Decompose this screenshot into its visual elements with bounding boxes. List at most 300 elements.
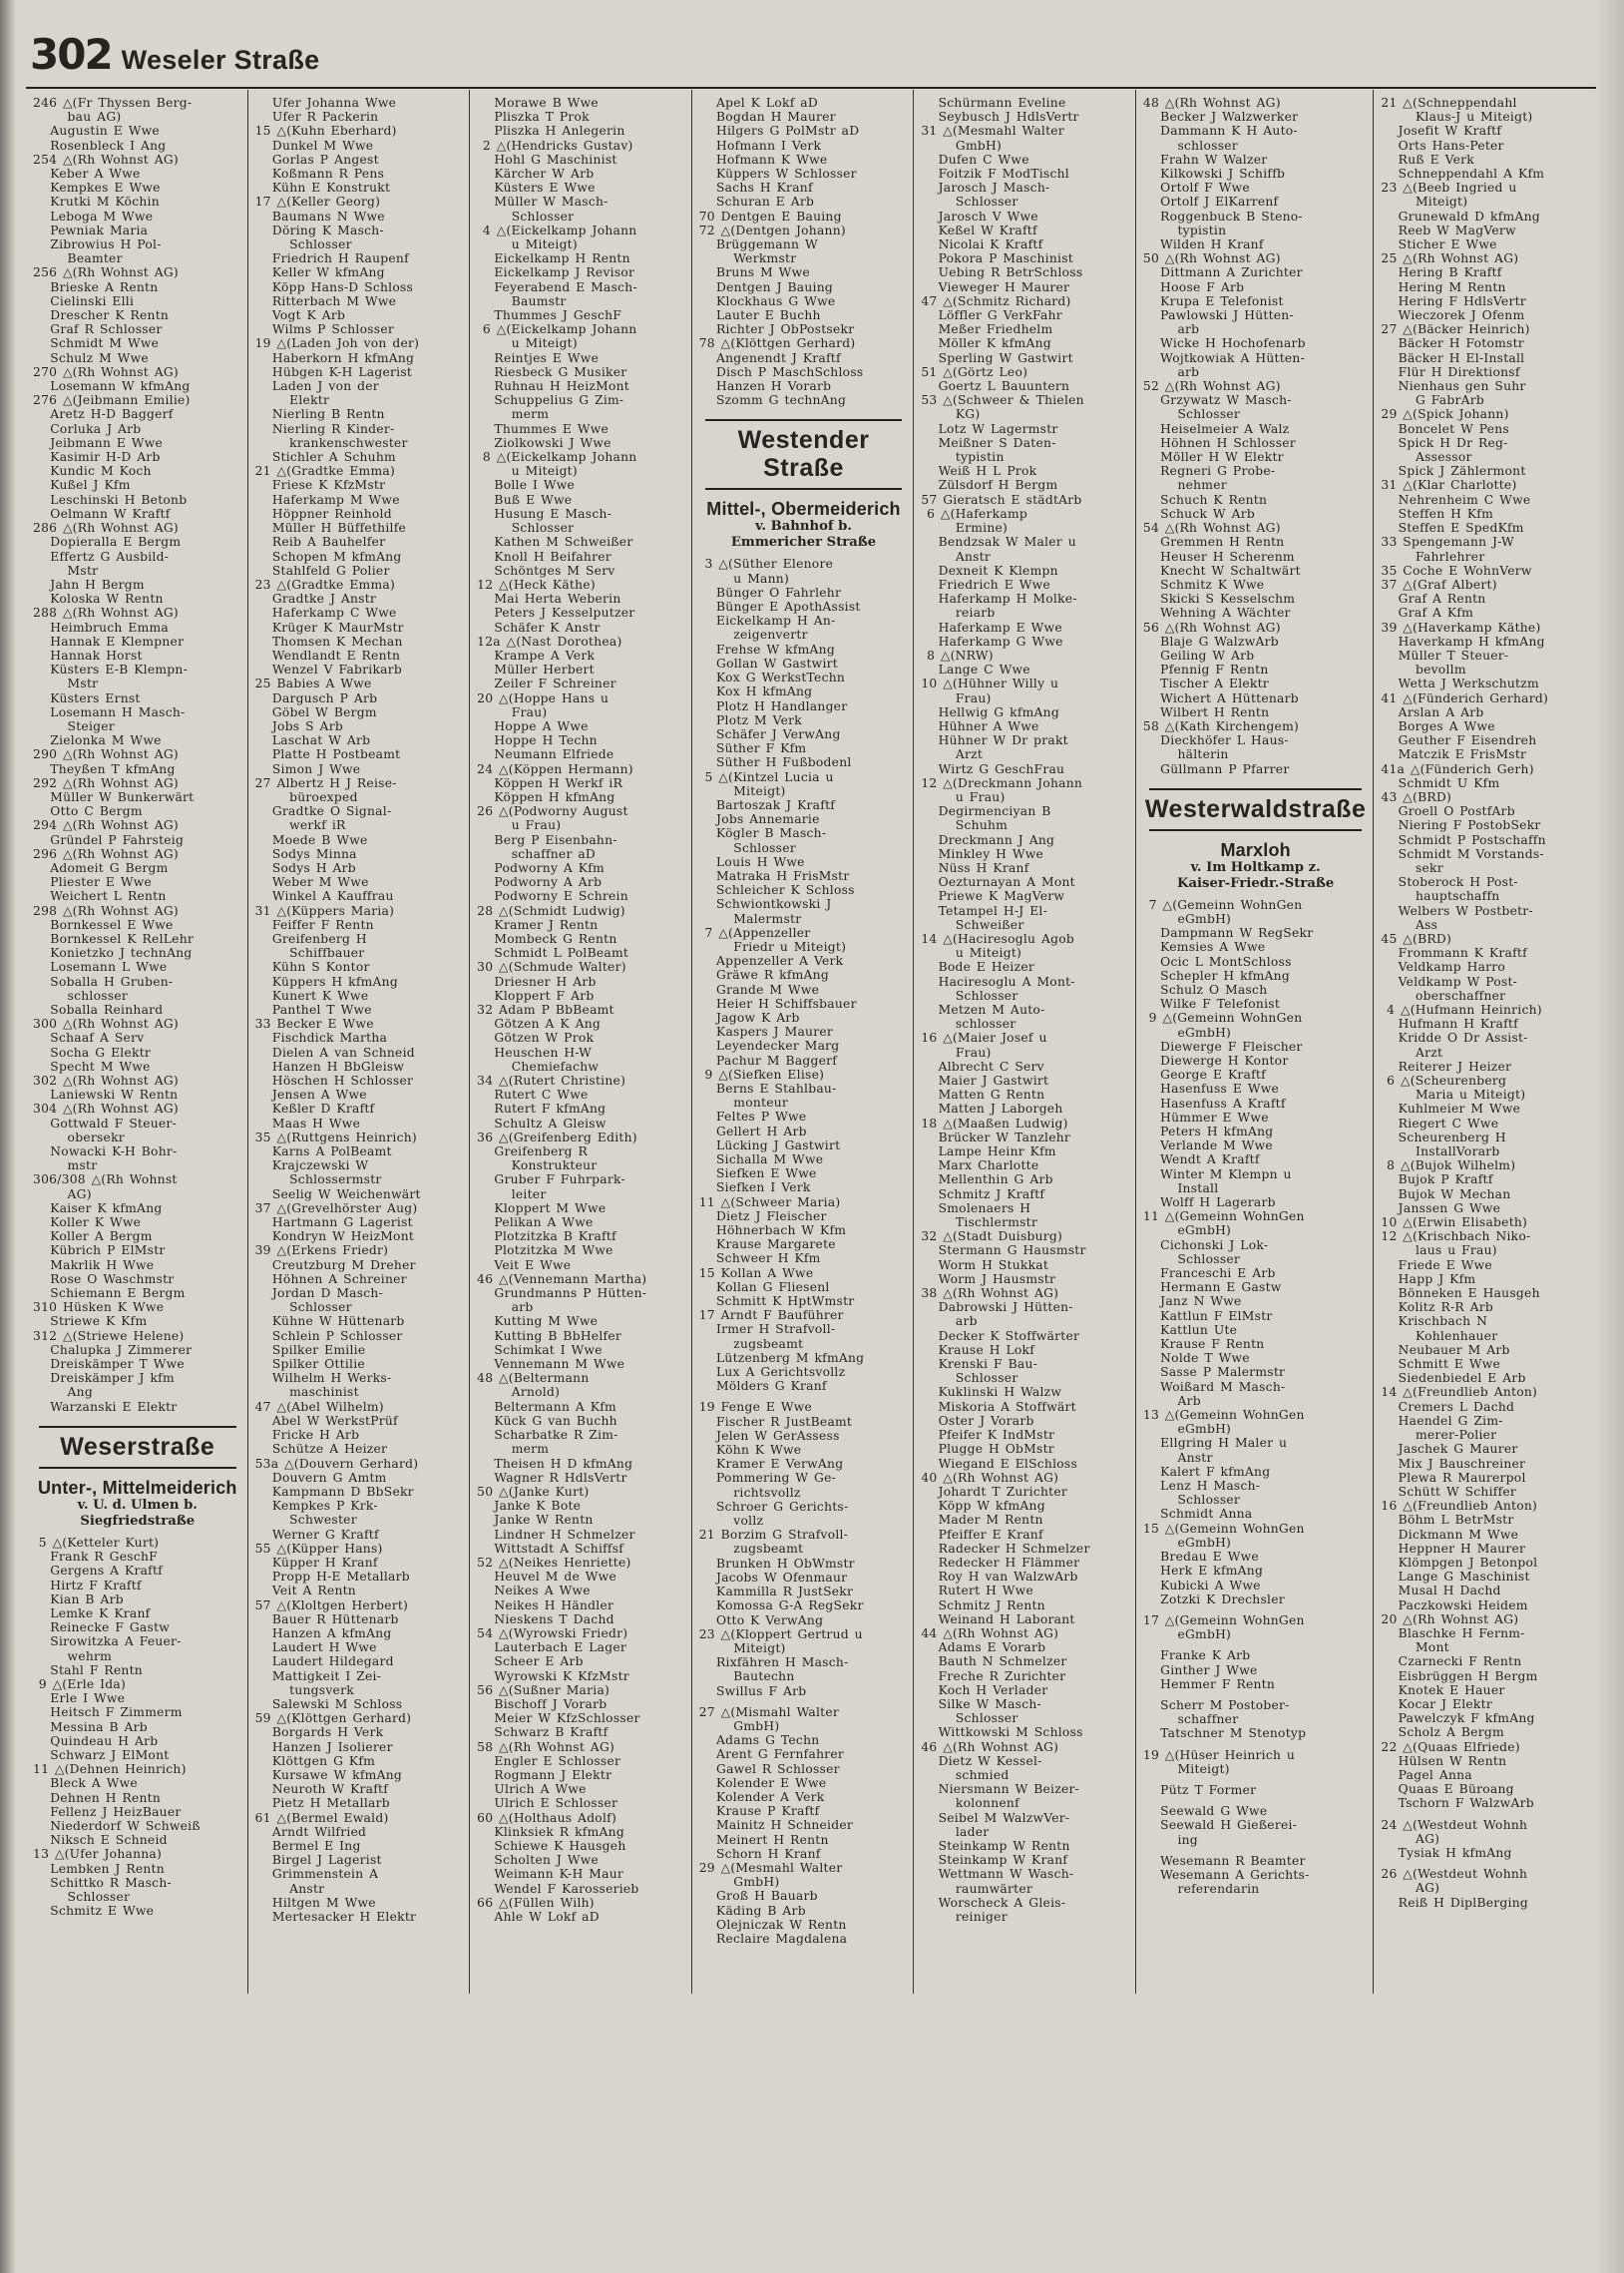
directory-entry-line: Smolenaers H <box>921 1200 1031 1215</box>
directory-entry-line: Hanzen J Isolierer <box>254 1739 393 1754</box>
directory-entry-line: Janke W Rentn <box>477 1513 594 1528</box>
directory-entry-line: Reiterer J Heizer <box>1381 1059 1512 1074</box>
directory-entry-line: Reib A Bauhelfer <box>254 535 386 550</box>
directory-entry-line: Malermstr <box>698 911 802 926</box>
directory-entry-line: referendarin <box>1142 1882 1260 1897</box>
directory-entry-line: 37 △(Grevelhörster Aug) <box>254 1200 418 1215</box>
directory-entry-line: Höppner Reinhold <box>254 506 392 521</box>
directory-entry-line: Warzanski E Elektr <box>33 1399 178 1414</box>
directory-entry-line: Köppen H kfmAng <box>477 789 615 804</box>
directory-entry-line: Stoberock H Post- <box>1381 875 1518 890</box>
directory-entry-line: 31 △(Mesmahl Walter <box>921 124 1064 139</box>
directory-entry-line: Mellenthin G Arb <box>921 1172 1053 1187</box>
directory-entry-line: Diewerge H Kontor <box>1142 1053 1289 1068</box>
directory-entry-line: Jensen A Wwe <box>254 1088 367 1103</box>
directory-entry-line: Grande M Wwe <box>698 982 820 997</box>
directory-entry-line: Rutert F kfmAng <box>477 1102 607 1117</box>
directory-entry-line: Cielinski Elli <box>33 293 135 308</box>
directory-entry-line: Meinert H Rentn <box>698 1832 829 1847</box>
directory-entry-line: 22 △(Quaas Elfriede) <box>1381 1739 1520 1754</box>
directory-entry-line: Bauth N Schmelzer <box>921 1654 1067 1669</box>
directory-entry-line: Ufer Johanna Wwe <box>254 96 397 110</box>
directory-entry-line: Kammilla R JustSekr <box>698 1585 854 1599</box>
directory-entry-line: Krause F Rentn <box>1142 1337 1265 1352</box>
directory-entry-line: 58 △(Kath Kirchengem) <box>1142 718 1300 733</box>
directory-entry-line: Schimkat I Wwe <box>477 1342 603 1357</box>
directory-entry-line: Czarnecki F Rentn <box>1381 1654 1522 1669</box>
directory-entry-line: Bautechn <box>698 1669 795 1684</box>
directory-entry-line: Dentgen J Bauing <box>698 279 834 294</box>
directory-entry-line: Dickmann M Wwe <box>1381 1527 1519 1542</box>
directory-entry-line: Hiltgen M Wwe <box>254 1895 376 1910</box>
directory-entry-line: Schleicher K Schloss <box>698 883 855 898</box>
directory-entry-line: Arndt Wilfried <box>254 1824 367 1839</box>
directory-entry-line: Niksch E Schneid <box>33 1833 168 1848</box>
directory-entry-line: Hümmer E Wwe <box>1142 1110 1269 1125</box>
directory-entry-line: eGmbH) <box>1142 1223 1232 1238</box>
directory-entry-line: Müller H Büffethilfe <box>254 521 407 536</box>
directory-entry-line: Kühn E Konstrukt <box>254 181 391 196</box>
directory-entry-line: AG) <box>1381 1881 1440 1896</box>
directory-entry-line: 296 △(Rh Wohnst AG) <box>33 846 179 861</box>
directory-entry-line: Wetta J Werkschutzm <box>1381 677 1539 691</box>
directory-entry-line: Ang <box>33 1385 93 1400</box>
entry-gap <box>1381 1860 1591 1867</box>
directory-entry-line: Kärcher W Arb <box>477 167 595 182</box>
directory-entry-line: 14 △(Freundlieb Anton) <box>1381 1385 1538 1400</box>
directory-entry-line: Müller W Masch- <box>477 195 609 210</box>
directory-entry-line: Krischbach N <box>1381 1314 1488 1329</box>
directory-entry-line: Hering B Kraftf <box>1381 265 1502 280</box>
directory-entry-line: Spick H Dr Reg- <box>1381 435 1508 450</box>
directory-entry-line: 4 △(Eickelkamp Johann <box>477 223 637 237</box>
directory-column <box>248 90 471 1994</box>
directory-entry-line: Krause Margarete <box>698 1237 836 1252</box>
page-header <box>30 30 320 79</box>
directory-entry-line: 5 △(Kintzel Lucia u <box>698 769 834 784</box>
directory-entry-line: 300 △(Rh Wohnst AG) <box>33 1017 179 1032</box>
directory-entry-line: Platte H Postbeamt <box>254 747 401 762</box>
directory-entry-line: Abel W WerkstPrüf <box>254 1413 398 1428</box>
directory-entry-line: Weichert L Rentn <box>33 889 167 904</box>
directory-entry-line: Janke K Bote <box>477 1499 582 1514</box>
directory-entry-line: 9 △(Gemeinn WohnGen <box>1142 1011 1303 1026</box>
directory-entry-line: Rosenbleck I Ang <box>33 138 167 153</box>
directory-entry-line: Kocar J Elektr <box>1381 1696 1492 1711</box>
directory-entry-line: Flür H Direktionsf <box>1381 364 1520 379</box>
directory-entry-line: Konietzko J technAng <box>33 946 193 961</box>
directory-entry-line: Pliester E Wwe <box>33 875 153 890</box>
directory-entry-line: Käding B Arb <box>698 1903 806 1918</box>
directory-entry-line: Knecht W Schaltwärt <box>1142 563 1301 578</box>
directory-entry-line: Lenz H Masch- <box>1142 1479 1261 1494</box>
directory-entry-line: Seewald G Wwe <box>1142 1804 1268 1819</box>
directory-entry-line: Kolender A Verk <box>698 1789 825 1804</box>
directory-entry-line: Priewe K MagVerw <box>921 889 1065 904</box>
directory-entry-line: Arslan A Arb <box>1381 704 1484 719</box>
directory-entry-line: Leyendecker Marg <box>698 1039 840 1054</box>
directory-entry-line: Foitzik F ModTischl <box>921 167 1069 182</box>
directory-entry-line: Schmidt L PolBeamt <box>477 946 629 961</box>
directory-entry-line: Schuhm <box>921 818 1009 833</box>
directory-entry-line: Schmitz E Wwe <box>33 1904 155 1919</box>
directory-entry-line: u Frau) <box>921 789 1006 804</box>
directory-entry-line: 6 △(Scheurenberg <box>1381 1074 1507 1089</box>
directory-entry-line: Kondryn W HeizMont <box>254 1229 415 1244</box>
directory-entry-line: Schuck W Arb <box>1142 506 1255 521</box>
directory-entry-line: 24 △(Köppen Hermann) <box>477 761 633 776</box>
directory-entry-line: 46 △(Vennemann Martha) <box>477 1271 647 1286</box>
directory-column <box>26 90 248 1994</box>
directory-entry-line: Johardt T Zurichter <box>921 1484 1068 1499</box>
directory-entry-line: 78 △(Klöttgen Gerhard) <box>698 336 856 351</box>
directory-entry-line: 302 △(Rh Wohnst AG) <box>33 1074 179 1089</box>
directory-entry-line: Ulrich E Schlosser <box>477 1796 618 1811</box>
directory-entry-line: Kollan G Fliesenl <box>698 1279 830 1294</box>
directory-entry-line: 41 △(Fünderich Gerhard) <box>1381 690 1548 705</box>
directory-entry-line: u Miteigt) <box>921 946 1022 961</box>
directory-entry-line: Matten J Laborgeh <box>921 1102 1063 1117</box>
directory-entry-line: Karns A PolBeamt <box>254 1144 392 1159</box>
directory-columns <box>26 90 1596 1994</box>
directory-entry-line: Scholten J Wwe <box>477 1853 600 1868</box>
directory-entry-line: Seelig W Weichenwärt <box>254 1186 421 1201</box>
directory-entry-line: 36 △(Greifenberg Edith) <box>477 1130 637 1144</box>
directory-entry-line: Hirtz F Kraftf <box>33 1578 142 1592</box>
directory-entry-line: Wagner R HdlsVertr <box>477 1470 627 1485</box>
directory-entry-line: Schmidt P Postschaffn <box>1381 832 1546 847</box>
directory-entry-line: Koßmann R Pens <box>254 167 385 182</box>
directory-entry-line: Kubicki A Wwe <box>1142 1578 1261 1592</box>
directory-column <box>692 90 915 1994</box>
directory-entry-line: eGmbH) <box>1142 911 1232 926</box>
directory-entry-line: 16 △(Maier Josef u <box>921 1031 1047 1046</box>
directory-entry-line: Mattigkeit I Zei- <box>254 1668 382 1683</box>
entry-gap <box>1143 1741 1369 1748</box>
directory-entry-line: Gottwald F Steuer- <box>33 1116 177 1131</box>
directory-entry-line: Wendel F Karosserieb <box>477 1881 639 1896</box>
directory-entry-line: Wittkowski M Schloss <box>921 1725 1083 1740</box>
directory-entry-line: Janssen G Wwe <box>1381 1200 1501 1215</box>
directory-entry-line: Bornkessel E Wwe <box>33 917 174 932</box>
directory-entry-line: Elektr <box>254 393 330 408</box>
directory-entry-line: Nierling B Rentn <box>254 407 385 422</box>
directory-entry-line: Ufer R Packerin <box>254 110 379 125</box>
directory-entry-line: Blaschke H Fernm- <box>1381 1625 1525 1640</box>
directory-entry-line: Stahlfeld G Polier <box>254 563 390 578</box>
directory-entry-line: Komossa G-A RegSekr <box>698 1598 864 1613</box>
directory-entry-line: Pfeifer K IndMstr <box>921 1428 1055 1443</box>
directory-entry-line: merm <box>477 407 550 422</box>
directory-entry-line: Thomsen K Mechan <box>254 634 403 649</box>
directory-entry-line: Lützenberg M kfmAng <box>698 1350 865 1365</box>
directory-entry-line: Küppers W Schlosser <box>698 167 857 182</box>
directory-entry-line: Mstr <box>33 677 99 691</box>
directory-entry-line: Theisen H D kfmAng <box>477 1456 633 1471</box>
directory-entry-line: Apel K Lokf aD <box>698 96 818 110</box>
directory-entry-line: Driesner H Arb <box>477 974 597 989</box>
directory-entry-line: Ruß E Verk <box>1381 152 1474 167</box>
directory-entry-line: Riesbeck G Musiker <box>477 364 627 379</box>
directory-entry-line: Wilden H Kranf <box>1142 237 1264 252</box>
directory-entry-line: Neubauer M Arb <box>1381 1342 1510 1357</box>
directory-entry-line: Kian B Arb <box>33 1591 124 1606</box>
directory-entry-line: 33 Spengemann J-W <box>1381 535 1514 550</box>
directory-entry-line: reiniger <box>921 1910 1008 1924</box>
directory-entry-line: Bujok P Kraftf <box>1381 1172 1493 1187</box>
directory-entry-line: Dammann K H Auto- <box>1142 124 1298 139</box>
directory-entry-line: Keßler D Kraftf <box>254 1102 375 1117</box>
directory-entry-line: Mai Herta Weberin <box>477 592 621 607</box>
directory-entry-line: Bendzsak W Maler u <box>921 535 1076 550</box>
directory-entry-line: 70 Dentgen E Bauing <box>698 209 842 224</box>
directory-entry-line: Bönneken E Hausgeh <box>1381 1286 1540 1301</box>
directory-entry-line: Meßer Friedhelm <box>921 322 1053 337</box>
directory-entry-line: hauptschaffn <box>1381 889 1500 904</box>
directory-entry-line: Tatschner M Stenotyp <box>1142 1726 1307 1741</box>
directory-entry-line: oberschaffner <box>1381 988 1506 1003</box>
directory-entry-line: Haverkamp H kfmAng <box>1381 634 1545 649</box>
directory-entry-line: Hohl G Maschinist <box>477 152 617 167</box>
directory-entry-line: Skicki S Kesselschm <box>1142 592 1296 607</box>
directory-entry-line: Vieweger H Maurer <box>921 279 1070 294</box>
directory-entry-line: u Miteigt) <box>477 336 578 351</box>
directory-entry-line: Kemsies A Wwe <box>1142 940 1266 955</box>
directory-entry-line: KG) <box>921 407 981 422</box>
directory-entry-line: Franceschi E Arb <box>1142 1266 1276 1281</box>
directory-column <box>1374 90 1596 1994</box>
directory-entry-line: Schwester <box>254 1513 357 1528</box>
directory-entry-line: Wyrowski K KfzMstr <box>477 1668 629 1683</box>
directory-entry-line: Knotek E Hauer <box>1381 1682 1505 1697</box>
directory-entry-line: Oelmann W Kraftf <box>33 506 171 521</box>
directory-entry-line: Mombeck G Rentn <box>477 931 617 946</box>
directory-entry-line: 48 △(Rh Wohnst AG) <box>1142 96 1281 110</box>
directory-entry-line: Pfeiffer E Kranf <box>921 1527 1043 1542</box>
directory-entry-line: Neikes H Händler <box>477 1597 614 1612</box>
directory-entry-line: Krajczewski W <box>254 1158 369 1173</box>
directory-entry-line: Veit E Wwe <box>477 1257 572 1272</box>
directory-entry-line: u Miteigt) <box>477 237 578 252</box>
directory-entry-line: Berg P Eisenbahn- <box>477 832 617 847</box>
directory-entry-line: Weinand H Laborant <box>921 1611 1075 1626</box>
directory-entry-line: Orts Hans-Peter <box>1381 138 1504 153</box>
directory-entry-line: Laschat W Arb <box>254 733 371 748</box>
directory-entry-line: Becker J Walzwerker <box>1142 110 1299 125</box>
directory-entry-line: Gorlas P Angest <box>254 152 379 167</box>
directory-entry-line: 17 △(Gemeinn WohnGen <box>1142 1612 1305 1627</box>
street-range-from: v. U. d. Ulmen b. <box>77 1497 198 1513</box>
directory-entry-line: Gremmen H Rentn <box>1142 535 1285 550</box>
directory-entry-line: 16 △(Freundlieb Anton) <box>1381 1499 1538 1514</box>
directory-entry-line: Beltermann A Kfm <box>477 1399 616 1414</box>
directory-entry-line: Minkley H Wwe <box>921 846 1044 861</box>
directory-entry-line: 26 △(Westdeut Wohnh <box>1381 1867 1528 1882</box>
directory-entry-line: Otto C Bergm <box>33 804 143 819</box>
directory-entry-line: u Frau) <box>477 818 562 833</box>
directory-entry-line: Haferkamp H Molke- <box>921 592 1077 607</box>
directory-entry-line: Fischdick Martha <box>254 1031 388 1046</box>
directory-entry-line: Laudert H Wwe <box>254 1640 377 1655</box>
directory-entry-line: Cichonski J Lok- <box>1142 1237 1269 1252</box>
directory-entry-line: 276 △(Jeibmann Emilie) <box>33 393 191 408</box>
directory-entry-line: Roggenbuck B Steno- <box>1142 209 1303 224</box>
directory-entry-line: Bartoszak J Kraftf <box>698 797 836 812</box>
directory-entry-line: Süther F Kfm <box>698 741 807 756</box>
directory-entry-line: Sodys H Arb <box>254 860 356 875</box>
directory-entry-line: 61 △(Bermel Ewald) <box>254 1810 389 1825</box>
directory-entry-line: Feiffer F Rentn <box>254 917 374 932</box>
directory-entry-line: 21 △(Gradtke Emma) <box>254 464 395 479</box>
directory-entry-line: 35 △(Ruttgens Heinrich) <box>254 1130 417 1144</box>
directory-entry-line: Disch P MaschSchloss <box>698 364 864 379</box>
directory-entry-line: 27 Albertz H J Reise- <box>254 775 397 790</box>
directory-entry-line: 39 △(Haverkamp Käthe) <box>1381 620 1541 635</box>
directory-entry-line: 54 △(Rh Wohnst AG) <box>1142 521 1281 536</box>
directory-entry-line: Möller K kfmAng <box>921 336 1051 351</box>
directory-entry-line: 3 △(Süther Elenore <box>698 557 834 572</box>
directory-entry-line: Kögler B Masch- <box>698 826 827 841</box>
directory-entry-line: Schulz O Masch <box>1142 982 1268 997</box>
directory-entry-line: Wesemann A Gerichts- <box>1142 1867 1310 1882</box>
directory-entry-line: Wicke H Hochofenarb <box>1142 336 1306 351</box>
directory-entry-line: Losemann H Masch- <box>33 704 186 719</box>
directory-entry-line: arb <box>921 1314 978 1329</box>
directory-entry-line: 33 Becker E Wwe <box>254 1017 374 1032</box>
directory-entry-line: Groß H Bauarb <box>698 1889 818 1904</box>
directory-entry-line: Pawlowski J Hütten- <box>1142 308 1294 323</box>
directory-entry-line: Miteigt) <box>698 783 786 798</box>
directory-entry-line: Dexneit K Klempn <box>921 563 1058 578</box>
directory-entry-line: Küsters Ernst <box>33 690 141 705</box>
directory-entry-line: Herk E kfmAng <box>1142 1564 1264 1579</box>
entry-gap <box>1143 1847 1369 1854</box>
directory-entry-line: 304 △(Rh Wohnst AG) <box>33 1102 179 1117</box>
directory-entry-line: Schlosser <box>921 1371 1018 1386</box>
directory-entry-line: Socha G Elektr <box>33 1045 152 1060</box>
directory-entry-line: 32 Adam P BbBeamt <box>477 1003 614 1017</box>
directory-entry-line: Pachur M Baggerf <box>698 1053 838 1068</box>
directory-entry-line: Maier J Gastwirt <box>921 1074 1049 1089</box>
directory-entry-line: 9 △(Erle Ida) <box>33 1676 127 1691</box>
directory-entry-line: Bermel E Ing <box>254 1838 361 1853</box>
directory-entry-line: 50 △(Rh Wohnst AG) <box>1142 251 1281 266</box>
directory-entry-line: Borgards H Verk <box>254 1725 384 1740</box>
directory-entry-line: Wenzel V Fabrikarb <box>254 663 403 678</box>
directory-entry-line: Wieczorek J Ofenm <box>1381 308 1525 323</box>
street-range-from: v. Im Holtkamp z. <box>1190 859 1321 875</box>
directory-entry-line: Radecker H Schmelzer <box>921 1541 1090 1556</box>
directory-entry-line: u Miteigt) <box>477 464 578 479</box>
directory-entry-line: Albrecht C Serv <box>921 1059 1044 1074</box>
directory-entry-line: Arzt <box>1381 1045 1443 1060</box>
directory-entry-line: Krupa E Telefonist <box>1142 293 1284 308</box>
directory-entry-line: GmbH) <box>921 138 1002 153</box>
directory-entry-line: Gergens A Kraftf <box>33 1564 163 1579</box>
district-name: Mittel-, Obermeiderich <box>706 499 901 520</box>
directory-entry-line: Scheurenberg H <box>1381 1130 1506 1144</box>
directory-entry-line: Veldkamp W Post- <box>1381 974 1518 989</box>
directory-entry-line: nehmer <box>1142 478 1227 493</box>
directory-entry-line: Marx Charlotte <box>921 1158 1039 1173</box>
directory-entry-line: Gräwe R kfmAng <box>698 968 829 983</box>
directory-entry-line: Neikes A Wwe <box>477 1584 591 1598</box>
directory-entry-line: 8 △(Bujok Wilhelm) <box>1381 1158 1516 1173</box>
directory-entry-line: Weber M Wwe <box>254 875 369 890</box>
directory-entry-line: Jobs Annemarie <box>698 812 820 827</box>
directory-entry-line: Podworny A Kfm <box>477 860 605 875</box>
district-name: Marxloh <box>1220 839 1291 860</box>
directory-entry-line: Neuroth W Kraftf <box>254 1782 389 1797</box>
directory-entry-line: Dieckhöfer L Haus- <box>1142 733 1289 748</box>
directory-entry-line: Feltes P Wwe <box>698 1110 807 1125</box>
directory-entry-line: Böhm L BetrMstr <box>1381 1513 1514 1528</box>
directory-entry-line: Mertesacker H Elektr <box>254 1910 417 1924</box>
directory-entry-line: Schmidt U Kfm <box>1381 775 1500 790</box>
directory-entry-line: arb <box>1142 364 1200 379</box>
directory-entry-line: Möller H W Elektr <box>1142 450 1284 465</box>
directory-entry-line: Weiß H L Prok <box>921 464 1037 479</box>
header-rule-bottom <box>1149 829 1363 831</box>
directory-entry-line: Neumann Elfriede <box>477 747 614 762</box>
directory-entry-line: Koloska W Rentn <box>33 592 164 607</box>
directory-entry-line: 32 △(Stadt Duisburg) <box>921 1229 1063 1244</box>
directory-entry-line: Haberkorn H kfmAng <box>254 350 415 365</box>
directory-entry-line: Seibel M WalzwVer- <box>921 1810 1070 1825</box>
directory-entry-line: Leboga M Wwe <box>33 209 154 224</box>
directory-entry-line: Vennemann M Wwe <box>477 1357 625 1372</box>
directory-entry-line: Scharbatke R Zim- <box>477 1428 618 1443</box>
directory-entry-line: Küppers H kfmAng <box>254 974 398 989</box>
directory-entry-line: Zeiler F Schreiner <box>477 677 616 691</box>
directory-entry-line: zugsbeamt <box>698 1542 804 1557</box>
directory-entry-line: Losemann W kfmAng <box>33 379 191 394</box>
directory-entry-line: Bauer R Hüttenarb <box>254 1611 399 1626</box>
directory-entry-line: 14 △(Haciresoglu Agob <box>921 931 1074 946</box>
directory-entry-line: 254 △(Rh Wohnst AG) <box>33 152 179 167</box>
directory-entry-line: AG) <box>33 1186 92 1201</box>
directory-entry-line: Wolff H Lagerarb <box>1142 1195 1276 1210</box>
directory-entry-line: Worscheck A Gleis- <box>921 1895 1066 1910</box>
directory-entry-line: 294 △(Rh Wohnst AG) <box>33 818 179 833</box>
directory-entry-line: Greifenberg R <box>477 1144 589 1159</box>
directory-entry-line: Meier W KfzSchlosser <box>477 1711 640 1726</box>
directory-entry-line: Reinecke F Gastw <box>33 1620 171 1635</box>
directory-entry-line: Schlosser <box>254 1300 352 1315</box>
directory-entry-line: Heuvel M de Wwe <box>477 1570 616 1585</box>
directory-entry-line: Miteigt) <box>1381 195 1468 210</box>
header-rule-bottom <box>39 1467 236 1469</box>
directory-entry-line: zugsbeamt <box>698 1336 804 1351</box>
directory-entry-line: 25 △(Rh Wohnst AG) <box>1381 251 1519 266</box>
directory-entry-line: Kramer J Rentn <box>477 917 599 932</box>
directory-entry-line: Friede E Wwe <box>1381 1257 1492 1272</box>
directory-entry-line: Szomm G technAng <box>698 393 847 408</box>
directory-entry-line: Haferkamp E Wwe <box>921 620 1062 635</box>
directory-entry-line: bau AG) <box>33 110 122 125</box>
directory-entry-line: 35 Coche E WohnVerw <box>1381 563 1532 578</box>
directory-entry-line: Bäcker H Fotomstr <box>1381 336 1524 351</box>
directory-entry-line: 6 △(Haferkamp <box>921 506 1027 521</box>
directory-entry-line: Stichler A Schuhm <box>254 450 396 465</box>
directory-entry-line: 292 △(Rh Wohnst AG) <box>33 775 179 790</box>
directory-entry-line: Pietz H Metallarb <box>254 1796 390 1811</box>
directory-entry-line: Schlossermstr <box>254 1172 382 1187</box>
directory-entry-line: zeigenvertr <box>698 628 808 643</box>
directory-entry-line: Rixfähren H Masch- <box>698 1655 849 1670</box>
directory-entry-line: 7 △(Appenzeller <box>698 925 811 940</box>
directory-entry-line: Steffen H Kfm <box>1381 506 1494 521</box>
